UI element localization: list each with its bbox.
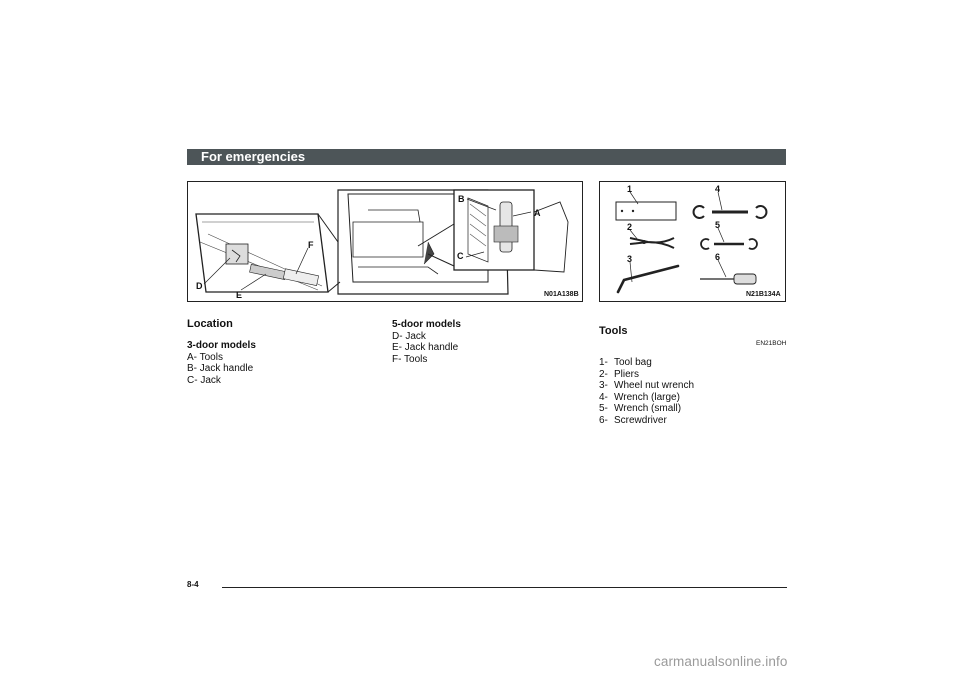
list-item: 6- Screwdriver (599, 414, 667, 426)
five-door-title: 5-door models (392, 319, 461, 330)
tools-heading: Tools (599, 325, 628, 337)
callout-C: C (457, 251, 464, 261)
location-heading: Location (187, 318, 233, 330)
list-item: 2- Pliers (599, 368, 640, 380)
callout-B: B (458, 194, 465, 204)
watermark: carmanualsonline.info (654, 654, 788, 669)
tools-list (599, 357, 694, 426)
page-number: 8-4 (187, 580, 199, 589)
list-item: B- Jack handle (187, 363, 254, 374)
list-item: C- Jack (187, 374, 221, 386)
tools-code: EN21BOH (756, 340, 787, 347)
callout-6: 6 (715, 252, 721, 262)
list-item: 3- Wheel nut wrench (599, 380, 695, 391)
list-item: A- Tools (187, 351, 223, 363)
callout-E: E (236, 290, 243, 300)
tool-kit-illustration (600, 182, 785, 301)
callout-F: F (308, 240, 314, 250)
figure-code: N21B134A (746, 291, 781, 298)
section-title: For emergencies (201, 149, 306, 164)
three-door-title: 3-door models (187, 340, 256, 351)
callout-2: 2 (627, 222, 633, 232)
three-door-list (187, 340, 256, 386)
callout-A: A (534, 208, 541, 218)
tools-illustration (599, 181, 786, 302)
callout-5: 5 (715, 220, 721, 230)
callout-D: D (196, 281, 203, 291)
figure-code: N01A138B (544, 291, 579, 298)
callout-3: 3 (627, 254, 633, 264)
callout-4: 4 (715, 184, 721, 194)
footer-divider (222, 587, 787, 588)
list-item: E- Jack handle (392, 342, 459, 353)
list-item: 4- Wrench (large) (599, 391, 680, 403)
list-item: F- Tools (392, 353, 428, 365)
callout-1: 1 (627, 184, 633, 194)
list-item: 1- Tool bag (599, 357, 652, 368)
list-item: D- Jack (392, 330, 426, 342)
vehicle-rear-illustration (188, 182, 582, 301)
section-header (187, 149, 786, 165)
list-item: 5- Wrench (small) (599, 403, 682, 414)
five-door-list (392, 319, 461, 365)
location-illustration (187, 181, 583, 302)
tool-bag-icon (616, 202, 676, 220)
